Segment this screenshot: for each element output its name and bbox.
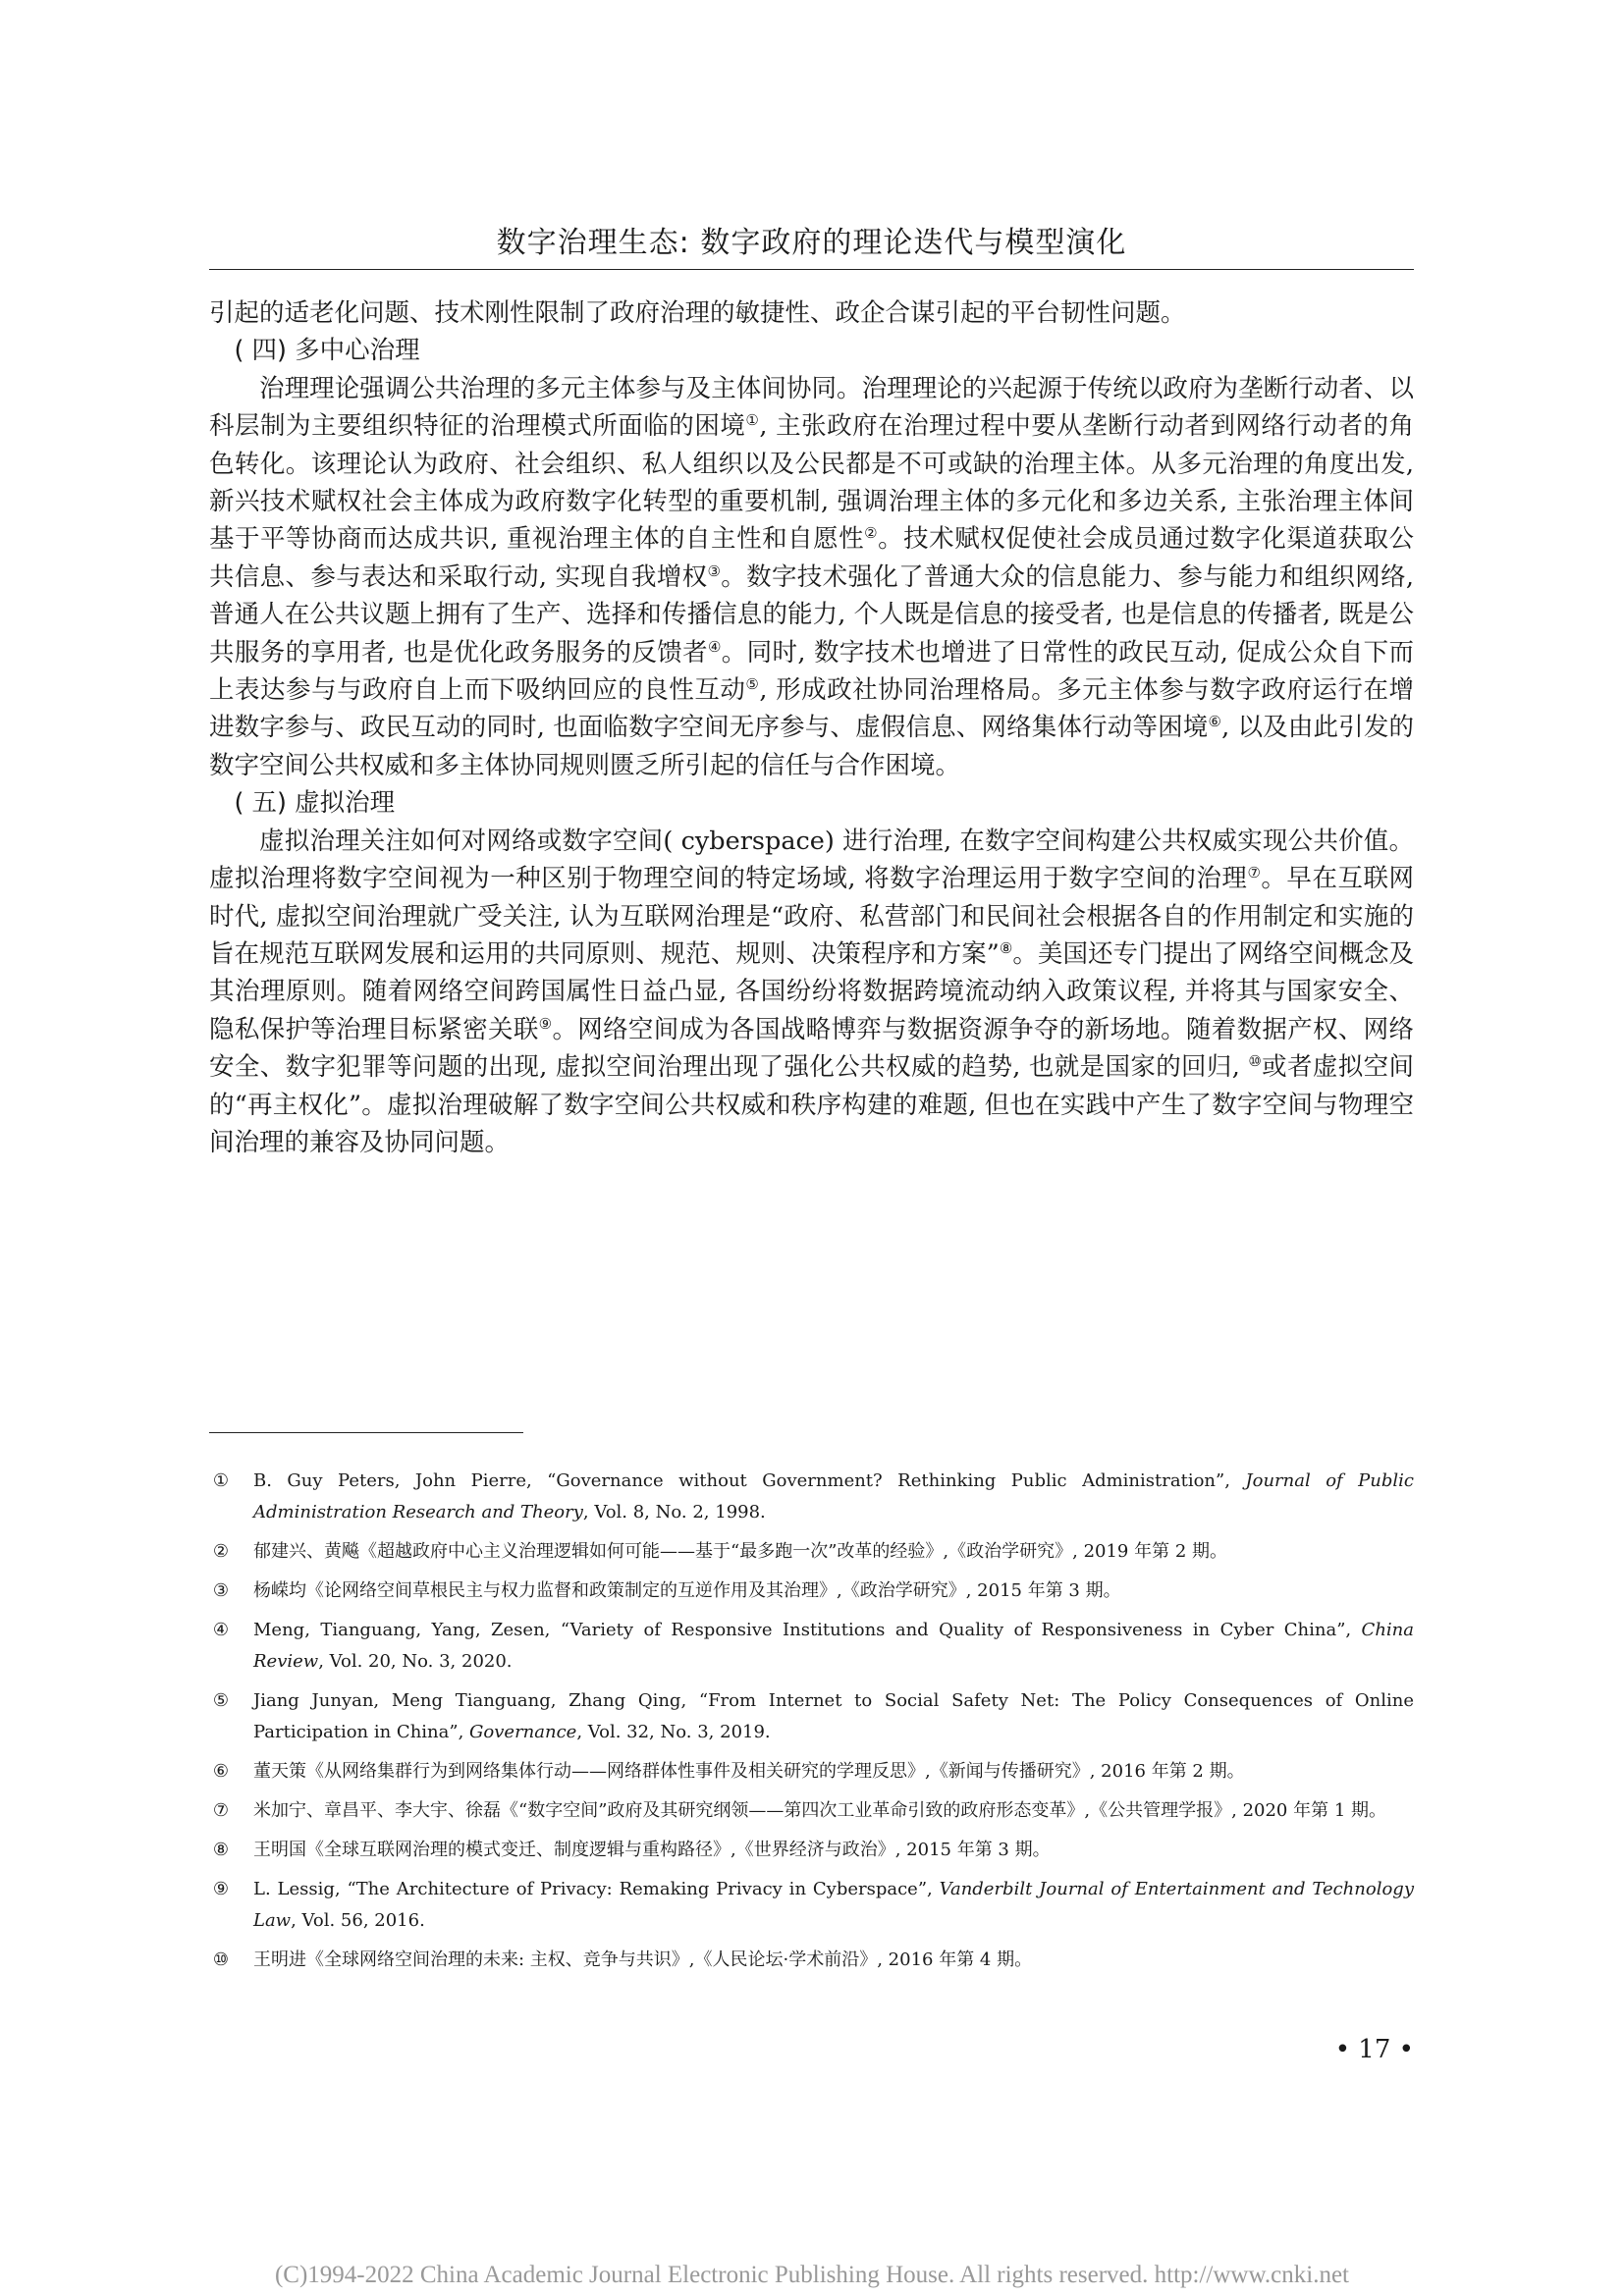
footnote (209, 1615, 1414, 1678)
header-rule (209, 269, 1414, 270)
section-heading-polycentric-governance: ( 四) 多中心治理 (234, 336, 420, 366)
footnote-text (253, 1835, 1414, 1866)
footnote-text (253, 1874, 1414, 1937)
text-run: , 以及由此引发的数字空间公共权威和多主体协同规则匮乏所引起的信任与合作困境。 (209, 713, 1415, 780)
footnote-text (253, 1756, 1414, 1788)
footnote-text (253, 1536, 1414, 1568)
text-run: 或者虚拟空间的“再主权化”。虚拟治理破解了数字空间公共权威和秩序构建的难题, 但也在实践中产生了数字空间与物理空间治理的兼容及协同问题。 (209, 1052, 1414, 1157)
footnote (209, 1795, 1414, 1827)
body-text (209, 294, 1414, 1161)
footnote-ref-9[interactable]: ⑨ (538, 1014, 553, 1033)
footnote-text-run: Meng, Tianguang, Yang, Zesen, “Variety of Responsive Institutions and Quality of Responsiveness in Cyber China”, (253, 1620, 1362, 1640)
footnote-rule (209, 1432, 523, 1433)
footnote-text-run: B. Guy Peters, John Pierre, “Governance without Government? Rethinking Public Administration”, (253, 1470, 1246, 1491)
text-run: 虚拟治理关注如何对网络或数字空间( cyberspace) 进行治理, 在数字空间构建公共权威实现公共价值。虚拟治理将数字空间视为一种区别于物理空间的特定场域, 将数字治理运用于数字空间的治理 (209, 826, 1414, 894)
footnote-text-run: , Vol. 20, No. 3, 2020. (318, 1651, 513, 1672)
footnote-text-run: , Vol. 56, 2016. (291, 1910, 425, 1931)
paragraph-polycentric-governance (209, 370, 1414, 784)
text-run: , 形成政社协同治理格局。多元主体参与数字政府运行在增进数字参与、政民互动的同时, 也面临数字空间无序参与、虚假信息、网络集体行动等困境 (209, 675, 1414, 743)
footnote-text-run: , Vol. 32, No. 3, 2019. (576, 1722, 771, 1742)
footnote-number: ⑤ (212, 1690, 230, 1711)
footnote-text (253, 1945, 1414, 1976)
footnote-text-run: L. Lessig, “The Architecture of Privacy: Remaking Privacy in Cyberspace”, (253, 1879, 940, 1899)
footnote-text-run: 王明进《全球网络空间治理的未来: 主权、竞争与共识》,《人民论坛·学术前沿》, 2016 年第 4 期。 (253, 1949, 1033, 1970)
paragraph-virtual-governance (209, 823, 1414, 1162)
footnote (209, 1874, 1414, 1937)
footnote-text-run: Jiang Junyan, Meng Tianguang, Zhang Qing, “From Internet to Social Safety Net: The Policy Consequences of Online Participation in China”, (253, 1690, 1414, 1742)
footnote-text-run: 董天策《从网络集群行为到网络集体行动——网络群体性事件及相关研究的学理反思》,《新闻与传播研究》, 2016 年第 2 期。 (253, 1761, 1245, 1782)
footnote-journal-title: China Review (253, 1620, 1414, 1672)
footnote (209, 1685, 1414, 1748)
text-run: 。技术赋权促使社会成员通过数字化渠道获取公共信息、参与表达和采取行动, 实现自我增权 (209, 524, 1414, 592)
running-header: 数字治理生态: 数字政府的理论迭代与模型演化 (496, 226, 1127, 260)
section-heading-virtual-governance: ( 五) 虚拟治理 (234, 788, 396, 819)
footnote-text-run: 米加宁、章昌平、李大宇、徐磊《“数字空间”政府及其研究纲领——第四次工业革命引致的政府形态变革》,《公共管理学报》, 2020 年第 1 期。 (253, 1800, 1386, 1821)
footnote-ref-7[interactable]: ⑦ (1247, 864, 1262, 882)
footnote-ref-4[interactable]: ④ (707, 637, 722, 656)
text-run: 治理理论强调公共治理的多元主体参与及主体间协同。治理理论的兴起源于传统以政府为垄断行动者、以科层制为主要组织特征的治理模式所面临的困境 (209, 373, 1414, 442)
text-run: 。数字技术强化了普通大众的信息能力、参与能力和组织网络, 普通人在公共议题上拥有了生产、选择和传播信息的能力, 个人既是信息的接受者, 也是信息的传播者, 既是公共服务的享用者, 也是优化政务服务的反馈者 (209, 561, 1415, 667)
footnote-ref-5[interactable]: ⑤ (745, 675, 760, 694)
footnote-number: ⑩ (212, 1949, 230, 1970)
footnote-ref-3[interactable]: ③ (707, 561, 722, 580)
footnote-number: ② (212, 1541, 230, 1562)
footnote (209, 1945, 1414, 1976)
footnote (209, 1756, 1414, 1788)
footnote-number: ⑥ (212, 1761, 230, 1782)
footnotes (209, 1466, 1414, 1984)
footnote-number: ③ (212, 1580, 230, 1601)
text-run: 。美国还专门提出了网络空间概念及其治理原则。随着网络空间跨国属性日益凸显, 各国纷纷将数据跨境流动纳入政策议程, 并将其与国家安全、隐私保护等治理目标紧密关联 (209, 938, 1414, 1044)
footnote (209, 1536, 1414, 1568)
footnote (209, 1835, 1414, 1866)
footnote-ref-8[interactable]: ⑧ (999, 938, 1013, 957)
footnote-text-run: 王明国《全球互联网治理的模式变迁、制度逻辑与重构路径》,《世界经济与政治》, 2015 年第 3 期。 (253, 1840, 1051, 1860)
footnote-number: ⑧ (212, 1840, 230, 1860)
text-run: 。同时, 数字技术也增进了日常性的政民互动, 促成公众自下而上表达参与与政府自上而下吸纳回应的良性互动 (209, 637, 1414, 706)
footnote-text (253, 1466, 1414, 1528)
footnote-text (253, 1575, 1414, 1607)
paragraph-continuation: 引起的适老化问题、技术刚性限制了政府治理的敏捷性、政企合谋引起的平台韧性问题。 (209, 298, 1186, 328)
footnote-number: ① (212, 1470, 230, 1491)
footnote (209, 1575, 1414, 1607)
footnote-ref-1[interactable]: ① (745, 411, 760, 430)
text-run: 。早在互联网时代, 虚拟空间治理就广受关注, 认为互联网治理是“政府、私营部门和民间社会根据各自的作用制定和实施的旨在规范互联网发展和运用的共同原则、规范、规则、决策程序和方案” (209, 864, 1414, 969)
footnote-text-run: 郁建兴、黄飚《超越政府中心主义治理逻辑如何可能——基于“最多跑一次”改革的经验》,《政治学研究》, 2019 年第 2 期。 (253, 1541, 1227, 1562)
footnote-journal-title: Governance (469, 1722, 577, 1742)
footnote-journal-title: Vanderbilt Journal of Entertainment and Technology Law (253, 1879, 1414, 1931)
footnote-text-run: 杨嵘均《论网络空间草根民主与权力监督和政策制定的互逆作用及其治理》,《政治学研究》, 2015 年第 3 期。 (253, 1580, 1121, 1601)
footnote-number: ⑦ (212, 1800, 230, 1821)
footnote-number: ⑨ (212, 1879, 230, 1899)
footnote-ref-6[interactable]: ⑥ (1208, 713, 1222, 731)
footnote-ref-2[interactable]: ② (864, 524, 879, 543)
footnote-number: ④ (212, 1620, 230, 1640)
copyright-notice: (C)1994-2022 China Academic Journal Electronic Publishing House. All rights reserved. http://www.cnki.net (274, 2262, 1350, 2288)
page-number: • 17 • (1334, 2035, 1414, 2064)
footnote-text (253, 1795, 1414, 1827)
footnote-text-run: , Vol. 8, No. 2, 1998. (582, 1502, 766, 1522)
footnote-ref-10[interactable]: ⑩ (1248, 1052, 1263, 1071)
footnote-text (253, 1615, 1414, 1678)
text-run: , 主张政府在治理过程中要从垄断行动者到网络行动者的角色转化。该理论认为政府、社会组织、私人组织以及公民都是不可或缺的治理主体。从多元治理的角度出发, 新兴技术赋权社会主体成为政府数字化转型的重要机制, 强调治理主体的多元化和多边关系, 主张治理主体间基于平等协商而达成共识, 重视治理主体的自主性和自愿性 (209, 411, 1414, 555)
footnote-text (253, 1685, 1414, 1748)
footnote (209, 1466, 1414, 1528)
footnote-journal-title: Journal of Public Administration Research and Theory (253, 1470, 1414, 1522)
text-run: 。网络空间成为各国战略博弈与数据资源争夺的新场地。随着数据产权、网络安全、数字犯罪等问题的出现, 虚拟空间治理出现了强化公共权威的趋势, 也就是国家的回归, (209, 1014, 1414, 1083)
